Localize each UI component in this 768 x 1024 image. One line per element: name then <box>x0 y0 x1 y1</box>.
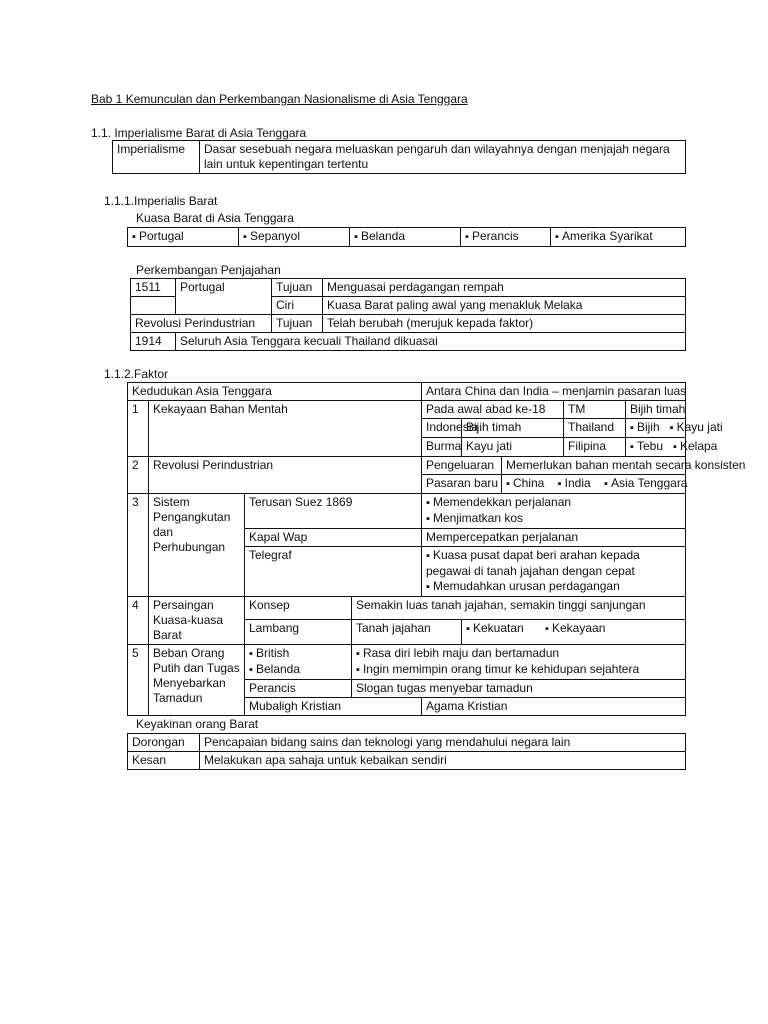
country-portugal: Portugal <box>176 279 272 315</box>
f3-i1v <box>422 494 686 529</box>
kuasa-belanda: ▪ Belanda <box>350 228 461 247</box>
f4-val1: Semakin luas tanah jajahan, semakin tinggi sanjungan <box>352 597 686 620</box>
value-1914: Seluruh Asia Tenggara kecuali Thailand dikuasai <box>176 333 686 351</box>
f2-val1: Memerlukan bahan mentah secara konsisten <box>502 457 686 475</box>
f1-b1: TM <box>564 401 626 419</box>
empty-cell <box>131 297 176 315</box>
f5-val3: Agama Kristian <box>422 698 686 716</box>
year-1511: 1511 <box>131 279 176 297</box>
keyakinan-heading: Keyakinan orang Barat <box>136 717 259 731</box>
f5-who-belanda: ▪ Belanda <box>249 662 347 678</box>
f5-val2: Slogan tugas menyebar tamadun <box>352 680 686 698</box>
f1-b2: Thailand <box>564 419 626 438</box>
f1-a3: Burma <box>422 438 462 457</box>
kuasa-perancis: ▪ Perancis <box>461 228 551 247</box>
kuasa-portugal: ▪ Portugal <box>128 228 239 247</box>
f4-kekayaan: ▪ Kekayaan <box>545 621 605 637</box>
f1-a2: Indonesia <box>422 419 462 438</box>
faktor-table <box>127 382 746 716</box>
f5-who-british: ▪ British <box>249 646 347 662</box>
f1-c2a: ▪ Bijih <box>630 420 660 436</box>
header-right: Antara China dan India – menjamin pasaran luas <box>422 383 686 401</box>
f3-i2: Kapal Wap <box>245 529 422 547</box>
f4-val2: Tanah jajahan <box>352 620 462 645</box>
section-heading-1-1-1: 1.1.1.Imperialis Barat <box>104 194 218 208</box>
factor-4-name: Persaingan Kuasa-kuasa Barat <box>149 597 245 645</box>
dorongan-label: Dorongan <box>128 734 200 752</box>
market-china: ▪ China <box>506 476 544 492</box>
f4-lbl2: Lambang <box>245 620 352 645</box>
label-tujuan: Tujuan <box>272 279 323 297</box>
f5-who-v-1: ▪ Ingin memimpin orang timur ke kehidupan sejahtera <box>356 662 681 678</box>
section-heading-1-1-2: 1.1.2.Faktor <box>104 367 169 381</box>
f2-lbl1: Pengeluaran <box>422 457 502 475</box>
perkembangan-table <box>130 278 686 351</box>
f4-kekuatan: ▪ Kekuatan <box>466 621 524 637</box>
factor-3-name: Sistem Pengangkutan dan Perhubungan <box>149 494 245 597</box>
f1-c3a: ▪ Tebu <box>630 439 663 455</box>
f5-who-v-0: ▪ Rasa diri lebih maju dan bertamadun <box>356 646 681 662</box>
revolusi-cell: Revolusi Perindustrian <box>131 315 272 333</box>
factor-5-num: 5 <box>128 645 149 716</box>
factor-3-num: 3 <box>128 494 149 597</box>
factor-4-num: 4 <box>128 597 149 645</box>
f1-c2b: ▪ Kayu jati <box>670 420 723 436</box>
factor-2-name: Revolusi Perindustrian <box>149 457 422 494</box>
term-cell: Imperialisme <box>113 141 200 174</box>
market-asia-tenggara: ▪ Asia Tenggara <box>604 476 687 492</box>
keyakinan-table <box>127 733 686 770</box>
market-india: ▪ India <box>558 476 591 492</box>
f1-b3: Filipina <box>564 438 626 457</box>
value-tujuan-2: Telah berubah (merujuk kepada faktor) <box>323 315 686 333</box>
imperialisme-table <box>112 140 686 174</box>
factor-5-name: Beban Orang Putih dan Tugas Menyebarkan Tamadun <box>149 645 245 716</box>
header-left: Kedudukan Asia Tenggara <box>128 383 422 401</box>
f1-c3 <box>626 438 718 457</box>
f1-a2v: Bijih timah <box>462 419 564 438</box>
kuasa-amerika: ▪ Amerika Syarikat <box>551 228 686 247</box>
f3-i2v: Mempercepatkan perjalanan <box>422 529 686 547</box>
page-title: Bab 1 Kemunculan dan Perkembangan Nasionalisme di Asia Tenggara <box>91 92 468 106</box>
f1-a3v: Kayu jati <box>462 438 564 457</box>
f3-i3v-1: ▪ Memudahkan urusan perdagangan <box>426 579 681 595</box>
label-ciri: Ciri <box>272 297 323 315</box>
f1-c2 <box>626 419 723 438</box>
kuasa-table <box>127 227 686 247</box>
f4-lbl1: Konsep <box>245 597 352 620</box>
f5-lbl3: Mubaligh Kristian <box>245 698 422 716</box>
kuasa-sepanyol: ▪ Sepanyol <box>239 228 350 247</box>
f1-a1: Pada awal abad ke-18 <box>422 401 564 419</box>
f3-i3v-0: ▪ Kuasa pusat dapat beri arahan kepada pegawai di tanah jajahan dengan cepat <box>426 548 681 579</box>
f5-who <box>245 645 352 680</box>
factor-1-num: 1 <box>128 401 149 457</box>
factor-2-num: 2 <box>128 457 149 494</box>
f1-c3b: ▪ Kelapa <box>673 439 717 455</box>
value-tujuan: Menguasai perdagangan rempah <box>323 279 686 297</box>
f1-c1: Bijih timah <box>626 401 686 419</box>
factor-1-name: Kekayaan Bahan Mentah <box>149 401 422 457</box>
f2-markets <box>502 475 686 494</box>
value-ciri: Kuasa Barat paling awal yang menakluk Melaka <box>323 297 686 315</box>
f5-who-v <box>352 645 686 680</box>
definition-cell: Dasar sesebuah negara meluaskan pengaruh dan wilayahnya dengan menjajah negara lain untuk kepentingan tertentu <box>200 141 686 174</box>
section-heading-1-1: 1.1. Imperialisme Barat di Asia Tenggara <box>91 126 307 140</box>
f3-i1v-1: ▪ Menjimatkan kos <box>426 511 681 527</box>
f4-val2b <box>462 620 686 645</box>
f3-i1v-0: ▪ Memendekkan perjalanan <box>426 495 681 511</box>
kesan-label: Kesan <box>128 752 200 770</box>
f2-lbl2: Pasaran baru <box>422 475 502 494</box>
kuasa-heading: Kuasa Barat di Asia Tenggara <box>136 211 294 225</box>
kesan-value: Melakukan apa sahaja untuk kebaikan sendiri <box>200 752 686 770</box>
perkembangan-heading: Perkembangan Penjajahan <box>136 263 281 277</box>
f5-lbl2: Perancis <box>245 680 352 698</box>
year-1914: 1914 <box>131 333 176 351</box>
f3-i3v <box>422 547 686 597</box>
dorongan-value: Pencapaian bidang sains dan teknologi yang mendahului negara lain <box>200 734 686 752</box>
label-tujuan-2: Tujuan <box>272 315 323 333</box>
f3-i3: Telegraf <box>245 547 422 597</box>
f3-i1: Terusan Suez 1869 <box>245 494 422 529</box>
